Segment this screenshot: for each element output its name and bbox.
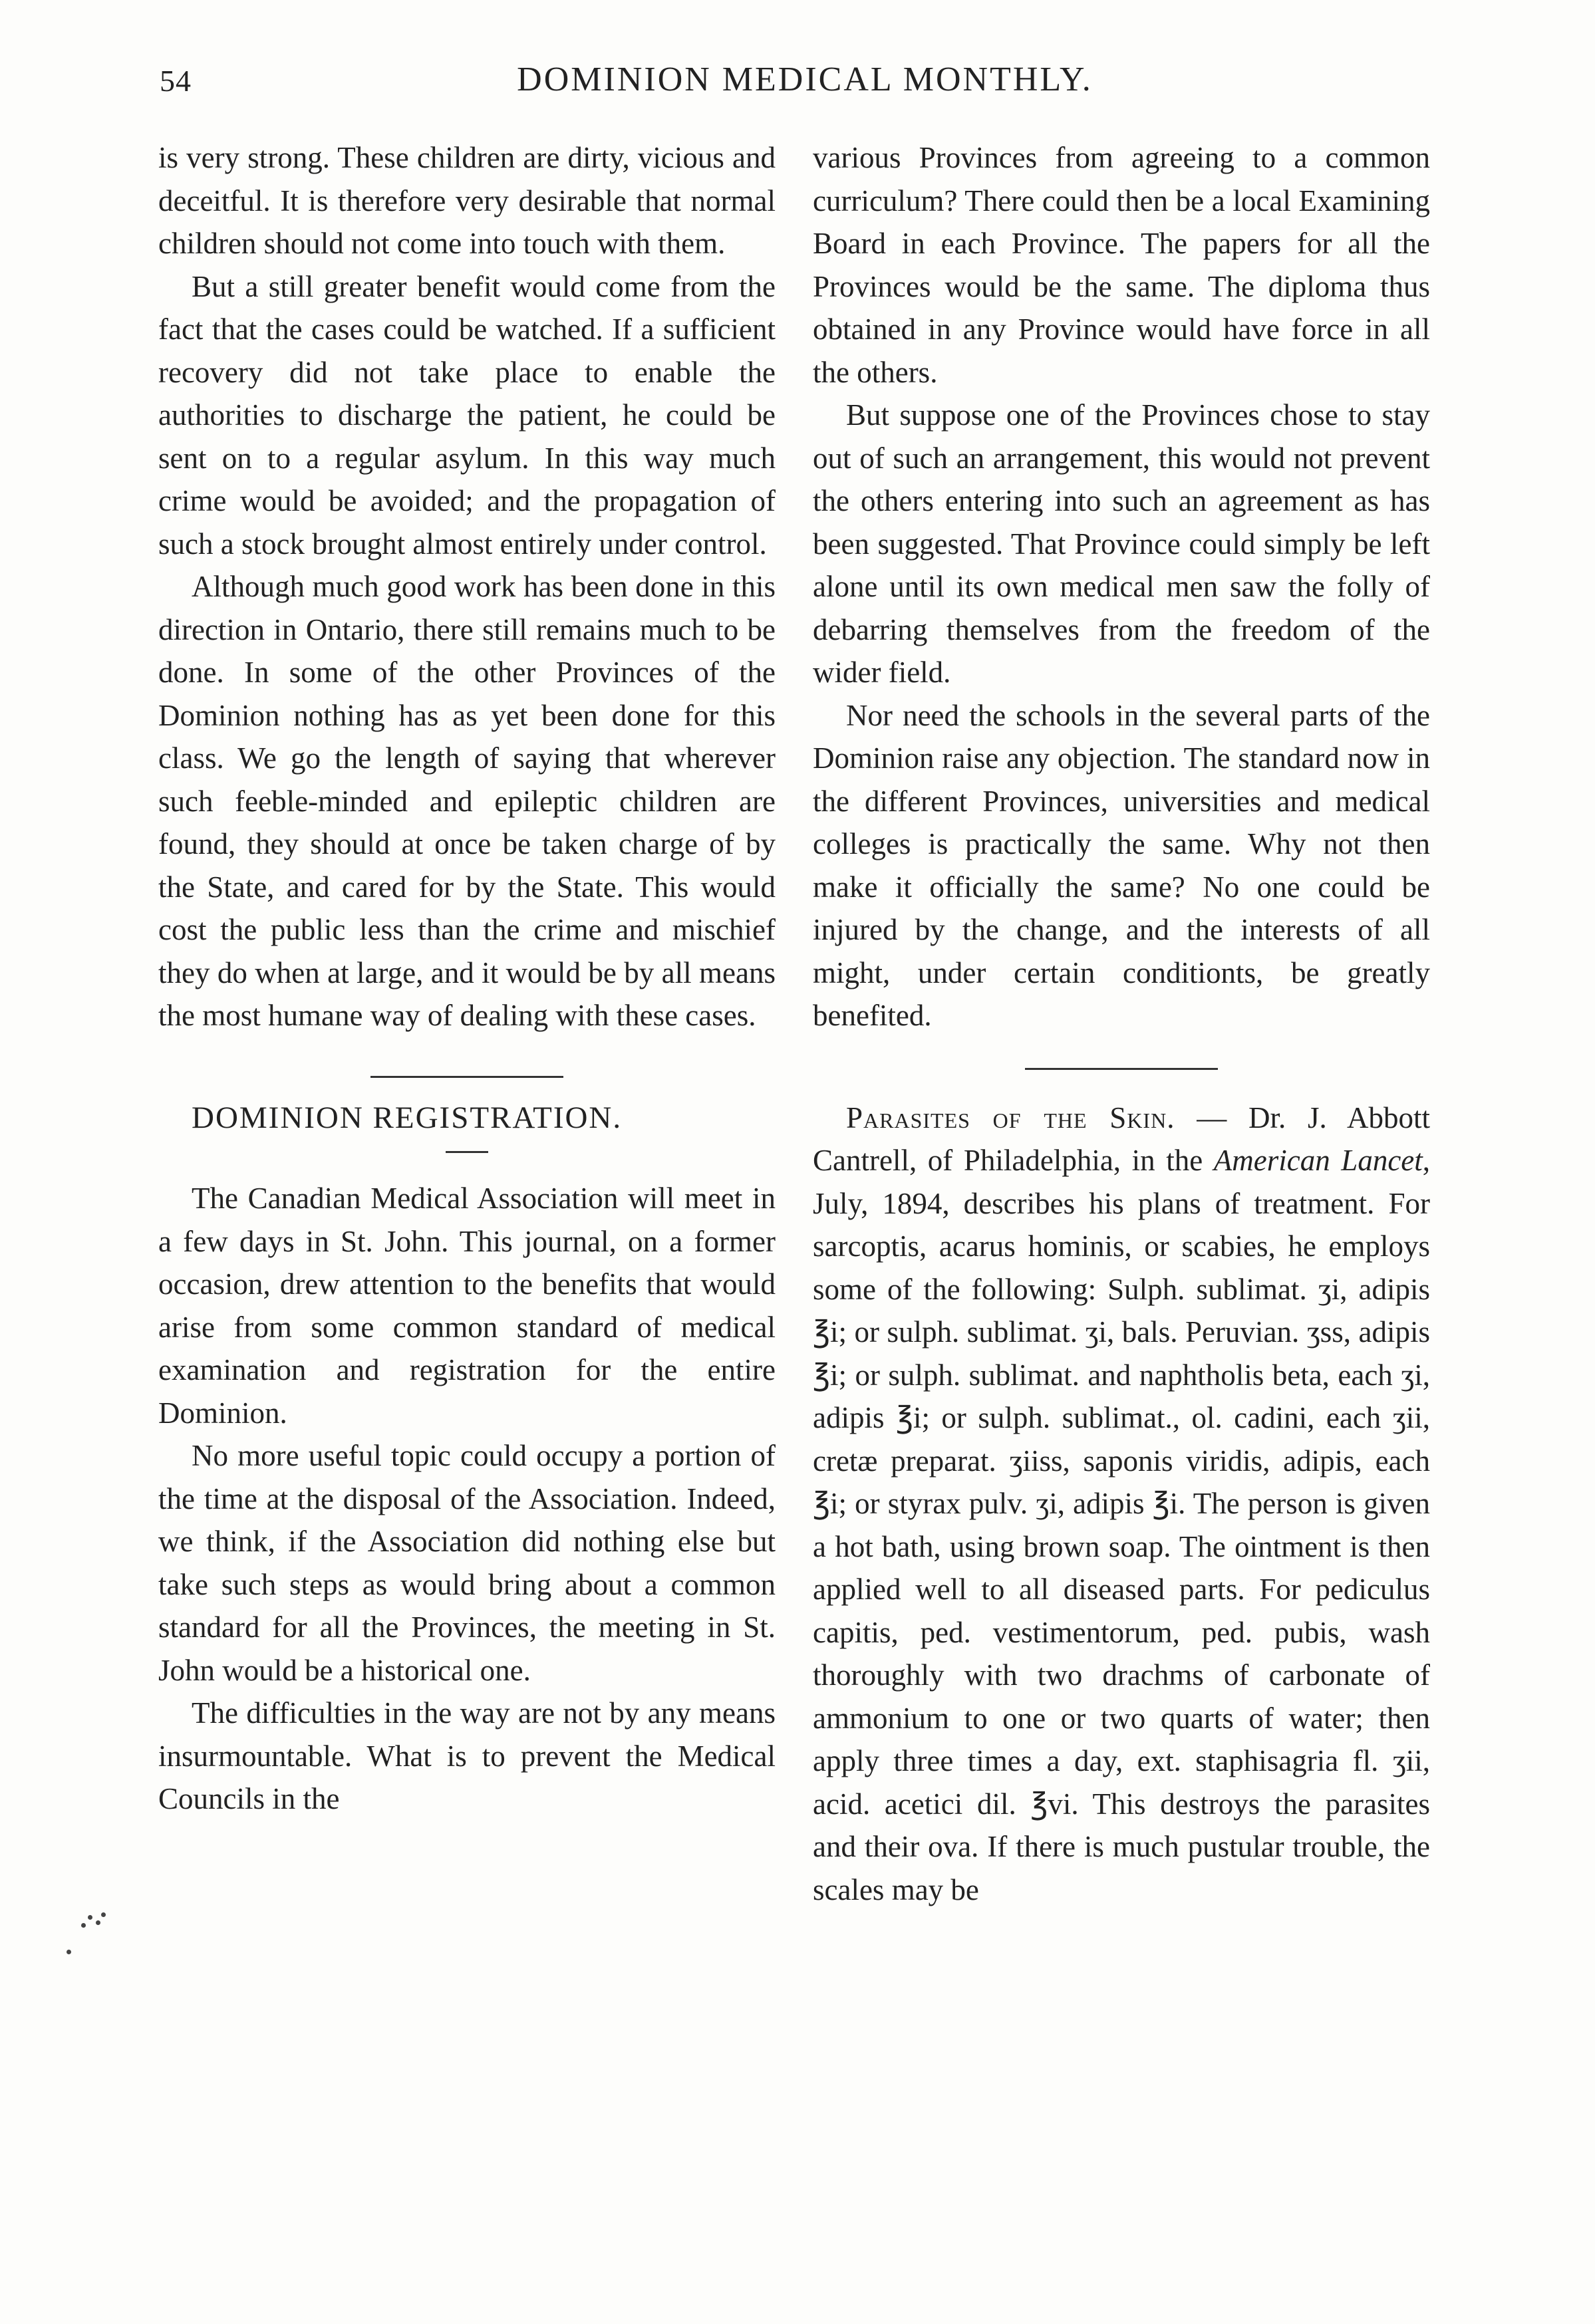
paragraph: Nor need the schools in the several parts of the Dominion raise any objection. The standard now in the different Provinces, universities and medical colleges is practically the same. Why not then make it officially the same? No one could be injured by the change, and the interests of all might, under certain conditionts, be greatly benefited. bbox=[813, 698, 1430, 1032]
paragraph: But suppose one of the Provinces chose to stay out of such an arrangement, this would not prevent the others entering into such an agreement as has been suggested. That Province could simply be left alone until its own medical men saw the folly of debarring themselves from the freedom of the wider field. bbox=[813, 398, 1430, 689]
paragraph: No more useful topic could occupy a portion of the time at the disposal of the Association. Indeed, we think, if the Association did nothing else but take such steps as would bring about a common standard for all the Provinces, the meeting in St. John would be a historical one. bbox=[158, 1439, 776, 1687]
left-column bbox=[158, 136, 776, 1821]
paragraph: Although much good work has been done in this direction in Ontario, there still remains much to be done. In some of the other Provinces of the Dominion nothing has as yet been done for this class. We go the length of saying that wherever such feeble-minded and epileptic children are found, they should at once be taken charge of by the State, and cared for by the State. This would cost the public less than the crime and mischief they do when at large, and it would be by all means the most humane way of dealing with these cases. bbox=[158, 570, 776, 1032]
article-text: , July, 1894, describes his plans of treatment. For sarcoptis, acarus hominis, or scabies, he employs some of the following: Sulph. sublimat. ʒi, adipis ℥i; or sulph. sublimat. ʒi, bals. Peruvian. ʒss, adipis ℥i; or sulph. sublimat. and naphtholis beta, each ʒi, adipis ℥i; or sulph. sublimat., ol. cadini, each ʒii, cretæ preparat. ʒiiss, saponis viridis, adipis, each ℥i; or styrax pulv. ʒi, adipis ℥i. The person is given a hot bath, using brown soap. The ointment is then applied well to all diseased parts. For pediculus capitis, ped. vestimentorum, ped. pubis, wash thoroughly with two drachms of carbonate of ammonium to one or two quarts of water; then apply three times a day, ext. staphisagria fl. ʒii, acid. acetici dil. ℥vi. This destroys the parasites and their ova. If there is much pustular trouble, the scales may be bbox=[813, 1144, 1431, 1906]
article-text: Dr. J. Abbott Cantrell, of Philadelphia, in the bbox=[813, 1100, 1430, 1177]
paragraph-continued: various Provinces from agreeing to a common curriculum? There could then be a local Examining Board in each Province. The papers for all the Provinces would be the same. The diploma thus obtained in any Province would have force in all the others. bbox=[813, 141, 1430, 389]
paragraph: The Canadian Medical Association will meet in a few days in St. John. This journal, on a former occasion, drew attention to the benefits that would arise from some common standard of medical examination and registration for the entire Dominion. bbox=[158, 1182, 776, 1430]
paragraph-continued: is very strong. These children are dirty, vicious and deceitful. It is therefore very desirable that normal children should not come into touch with them. bbox=[158, 141, 776, 260]
ink-smudge bbox=[61, 1908, 134, 1962]
paragraph: The difficulties in the way are not by any means insurmountable. What is to prevent the Medical Councils in the bbox=[158, 1696, 776, 1815]
article-parasites-of-the-skin bbox=[813, 1097, 1430, 1912]
right-column bbox=[813, 136, 1430, 1911]
article-title: Parasites of the Skin. bbox=[846, 1100, 1175, 1134]
running-title: DOMINION MEDICAL MONTHLY. bbox=[517, 61, 1093, 98]
paragraph: But a still greater benefit would come from the fact that the cases could be watched. If a sufficient recovery did not take place to enable the authorities to discharge the patient, he could be sent on to a regular asylum. In this way much crime would be avoided; and the propagation of such a stock brought almost entirely under control. bbox=[158, 269, 776, 561]
section-heading: DOMINION REGISTRATION. bbox=[192, 1100, 623, 1135]
page-number: 54 bbox=[160, 64, 192, 98]
title-dash: — bbox=[1175, 1100, 1248, 1134]
journal-name: American Lancet bbox=[1213, 1144, 1423, 1177]
